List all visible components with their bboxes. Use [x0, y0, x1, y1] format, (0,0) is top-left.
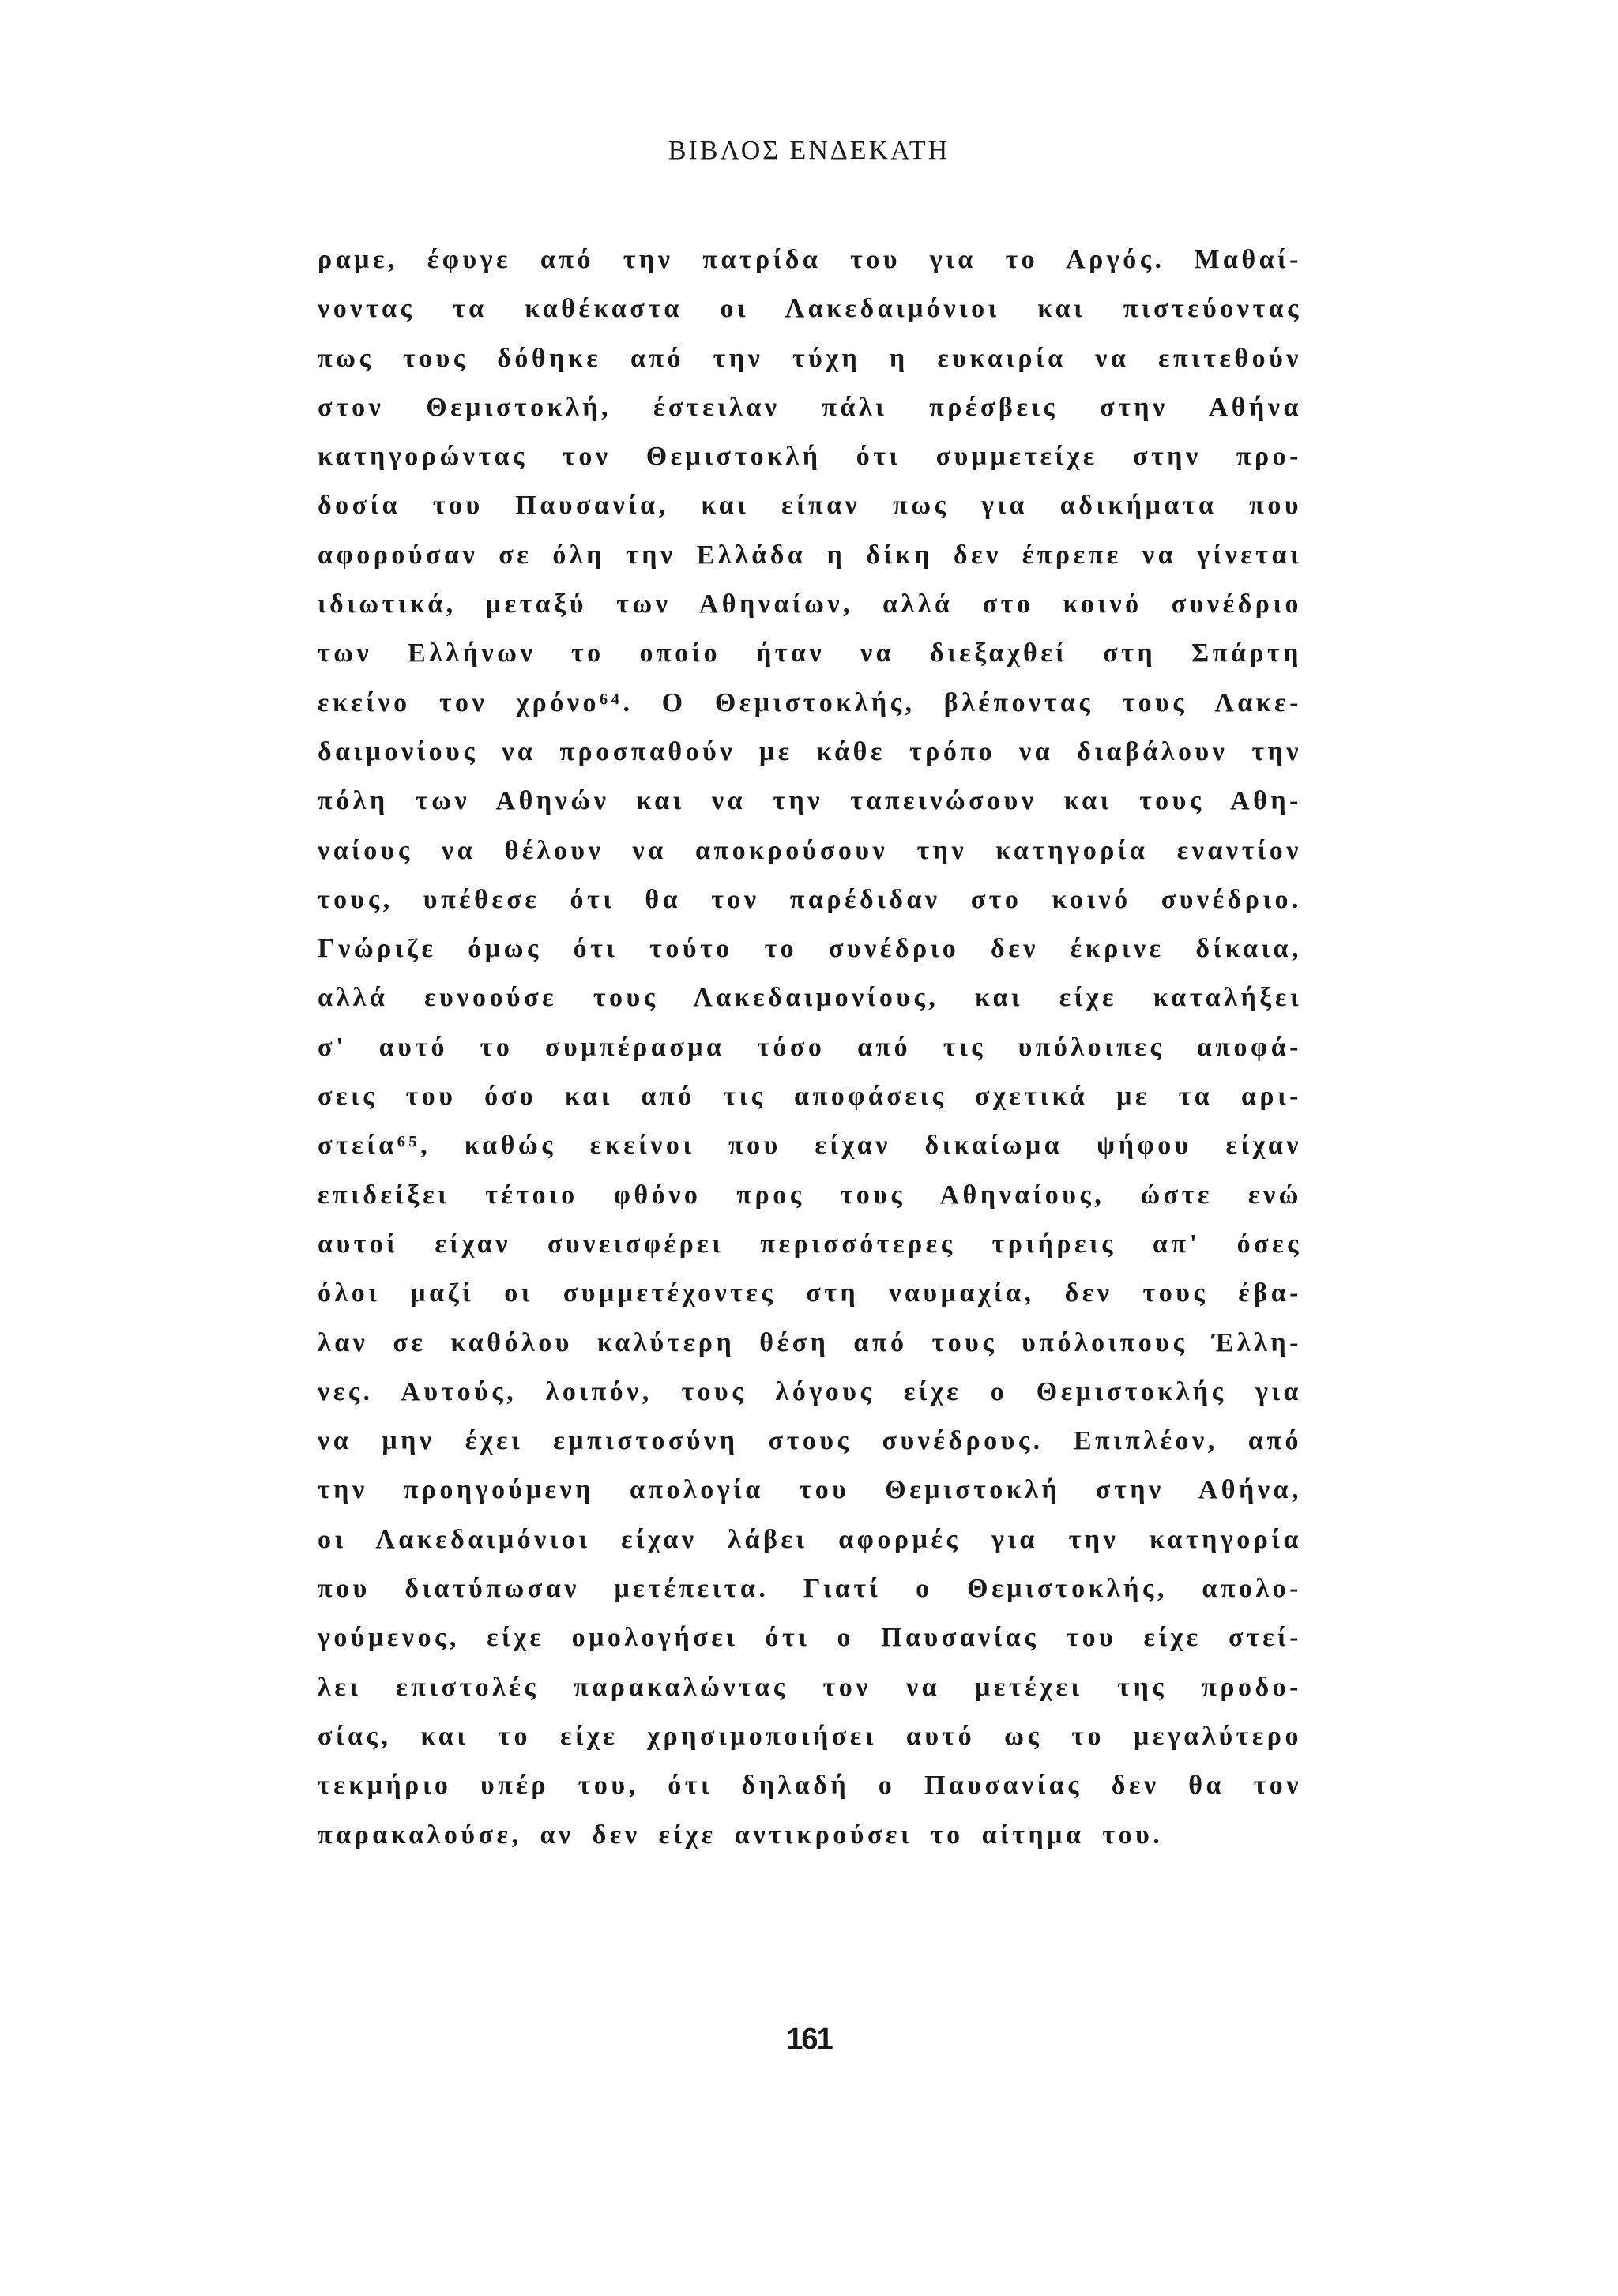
text-line: τεκμήριο υπέρ του, ότι δηλαδή ο Παυσανίας δεν θα τον [318, 1771, 1302, 1801]
text-line: στον Θεμιστοκλή, έστειλαν πάλι πρέσβεις στην Αθήνα [318, 392, 1302, 422]
text-line: παρακαλούσε, αν δεν είχε αντικρούσει το αίτημα του. [318, 1820, 1164, 1850]
text-line: τους, υπέθεσε ότι θα τον παρέδιδαν στο κοινό συνέδριο. [318, 884, 1302, 914]
text-line: λαν σε καθόλου καλύτερη θέση από τους υπόλοιπους Έλλη- [318, 1327, 1302, 1357]
text-line: αυτοί είχαν συνεισφέρει περισσότερες τριήρεις απ' όσες [318, 1229, 1302, 1259]
text-line: την προηγούμενη απολογία του Θεμιστοκλή στην Αθήνα, [318, 1475, 1302, 1505]
text-line: των Ελλήνων το οποίο ήταν να διεξαχθεί στη Σπάρτη [318, 638, 1302, 668]
text-line: λει επιστολές παρακαλώντας τον να μετέχει της προδο- [318, 1672, 1302, 1702]
page-number: 161 [786, 2023, 832, 2056]
running-head: ΒΙΒΛΟΣ ΕΝΔΕΚΑΤΗ [668, 136, 950, 165]
text-line: σίας, και το είχε χρησιμοποιήσει αυτό ως το μεγαλύτερο [318, 1721, 1302, 1751]
text-line: κατηγορώντας τον Θεμιστοκλή ότι συμμετείχε στην προ- [318, 442, 1302, 472]
text-line: ραμε, έφυγε από την πατρίδα του για το Αργός. Μαθαί- [318, 245, 1302, 274]
text-line: δαιμονίους να προσπαθούν με κάθε τρόπο να διαβάλουν την [318, 736, 1302, 766]
text-line: Γνώριζε όμως ότι τούτο το συνέδριο δεν έκρινε δίκαια, [318, 934, 1302, 964]
text-line: οι Λακεδαιμόνιοι είχαν λάβει αφορμές για την κατηγορία [318, 1524, 1302, 1554]
text-line: ιδιωτικά, μεταξύ των Αθηναίων, αλλά στο κοινό συνέδριο [318, 589, 1302, 619]
text-line: εκείνο τον χρόνο⁶⁴. Ο Θεμιστοκλής, βλέποντας τους Λακε- [318, 687, 1302, 717]
text-line: που διατύπωσαν μετέπειτα. Γιατί ο Θεμιστοκλής, απολο- [318, 1574, 1302, 1604]
text-line: όλοι μαζί οι συμμετέχοντες στη ναυμαχία, δεν τους έβα- [318, 1278, 1302, 1308]
text-line: δοσία του Παυσανία, και είπαν πως για αδικήματα που [318, 491, 1302, 521]
text-line: νοντας τα καθέκαστα οι Λακεδαιμόνιοι και πιστεύοντας [318, 294, 1302, 324]
text-line: πως τους δόθηκε από την τύχη η ευκαιρία να επιτεθούν [318, 343, 1302, 373]
text-line: πόλη των Αθηνών και να την ταπεινώσουν και τους Αθη- [318, 786, 1302, 816]
text-line: σ' αυτό το συμπέρασμα τόσο από τις υπόλοιπες αποφά- [318, 1032, 1302, 1062]
body-text [318, 235, 1302, 1860]
text-line: σεις του όσο και από τις αποφάσεις σχετικά με τα αρι- [318, 1082, 1302, 1112]
text-line: στεία⁶⁵, καθώς εκείνοι που είχαν δικαίωμα ψήφου είχαν [318, 1131, 1302, 1161]
text-line: νες. Αυτούς, λοιπόν, τους λόγους είχε ο Θεμιστοκλής για [318, 1376, 1302, 1406]
text-line: γούμενος, είχε ομολογήσει ότι ο Παυσανίας του είχε στεί- [318, 1623, 1302, 1653]
text-line: αλλά ευνοούσε τους Λακεδαιμονίους, και είχε καταλήξει [318, 983, 1302, 1013]
text-line: να μην έχει εμπιστοσύνη στους συνέδρους. Επιπλέον, από [318, 1426, 1302, 1456]
text-line: ναίους να θέλουν να αποκρούσουν την κατηγορία εναντίον [318, 835, 1302, 865]
text-line: αφορούσαν σε όλη την Ελλάδα η δίκη δεν έπρεπε να γίνεται [318, 540, 1302, 570]
text-line: επιδείξει τέτοιο φθόνο προς τους Αθηναίους, ώστε ενώ [318, 1180, 1302, 1210]
